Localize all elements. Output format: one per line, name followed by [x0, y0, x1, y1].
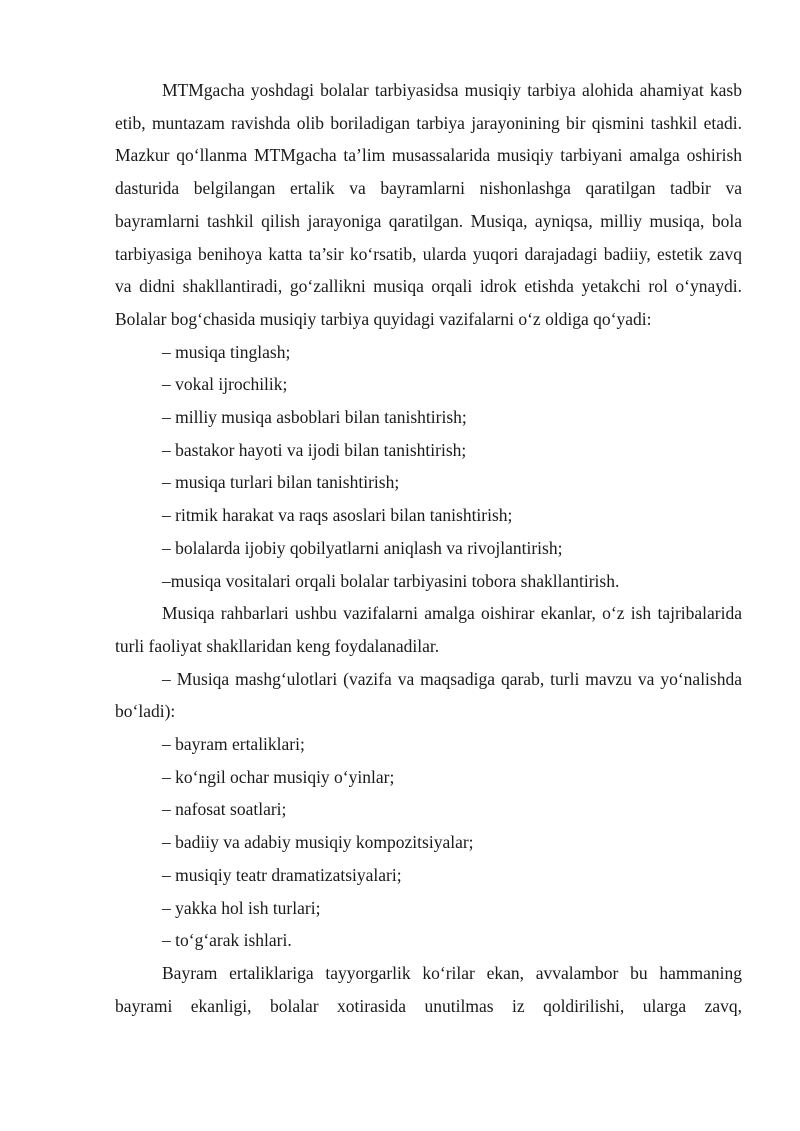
- list-item: – bayram ertaliklari;: [162, 734, 305, 755]
- leaders-paragraph: Musiqa rahbarlari ushbu vazifalarni amalga oishirar ekanlar, o‘z ish tajribalarida turli faoliyat shakllaridan keng foydalanadilar.: [115, 603, 742, 656]
- list-item: – milliy musiqa asboblari bilan tanishtirish;: [162, 407, 467, 428]
- list-item: – bastakor hayoti va ijodi bilan tanishtirish;: [162, 439, 467, 460]
- tasks-list: [115, 336, 742, 598]
- list-item: – musiqiy teatr dramatizatsiyalari;: [162, 864, 402, 885]
- lessons-paragraph: – Musiqa mashg‘ulotlari (vazifa va maqsadiga qarab, turli mavzu va yo‘nalishda bo‘ladi):: [115, 668, 742, 722]
- list-item: – to‘g‘arak ishlari.: [162, 930, 292, 951]
- intro-paragraph: MTMgacha yoshdagi bolalar tarbiyasidsa musiqiy tarbiya alohida ahamiyat kasb etib, muntazam ravishda olib boriladigan tarbiya jarayonining bir qismini tashkil etadi. Mazkur qo‘llanma MTMgacha ta’lim musassalarida musiqiy tarbiyani amalga oshirish dasturida belgilangan ertalik va bayramlarni nishonlashga qaratilgan tadbir va bayramlarni tashkil qilish jarayoniga qaratilgan. Musiqa, ayniqsa, milliy musiqa, bola tarbiyasiga benihoya katta ta’sir ko‘rsatib, ularda yuqori darajadagi badiiy, estetik zavq va didni shakllantiradi, go‘zallikni musiqa orqali idrok etishda yetakchi rol o‘ynaydi. Bolalar bog‘chasida musiqiy tarbiya quyidagi vazifalarni o‘z oldiga qo‘yadi:: [115, 80, 742, 329]
- closing-paragraph: Bayram ertaliklariga tayyorgarlik ko‘rilar ekan, avvalambor bu hammaning bayrami ekanligi, bolalar xotirasida unutilmas iz qoldirilishi, ularga zavq,: [115, 962, 742, 1016]
- list-item: – musiqa turlari bilan tanishtirish;: [162, 472, 400, 493]
- list-item: – bolalarda ijobiy qobilyatlarni aniqlash va rivojlantirish;: [162, 537, 563, 558]
- list-item: – nafosat soatlari;: [162, 799, 287, 820]
- list-item: – badiiy va adabiy musiqiy kompozitsiyalar;: [162, 832, 474, 853]
- document-body: [115, 74, 742, 1022]
- list-item: – ko‘ngil ochar musiqiy o‘yinlar;: [162, 766, 395, 787]
- list-item: –musiqa vositalari orqali bolalar tarbiyasini tobora shakllantirish.: [162, 570, 620, 591]
- list-item: – vokal ijrochilik;: [162, 374, 288, 395]
- list-item: – musiqa tinglash;: [162, 341, 291, 362]
- list-item: – yakka hol ish turlari;: [162, 897, 321, 918]
- activities-list: [115, 728, 742, 957]
- list-item: – ritmik harakat va raqs asoslari bilan tanishtirish;: [162, 505, 513, 526]
